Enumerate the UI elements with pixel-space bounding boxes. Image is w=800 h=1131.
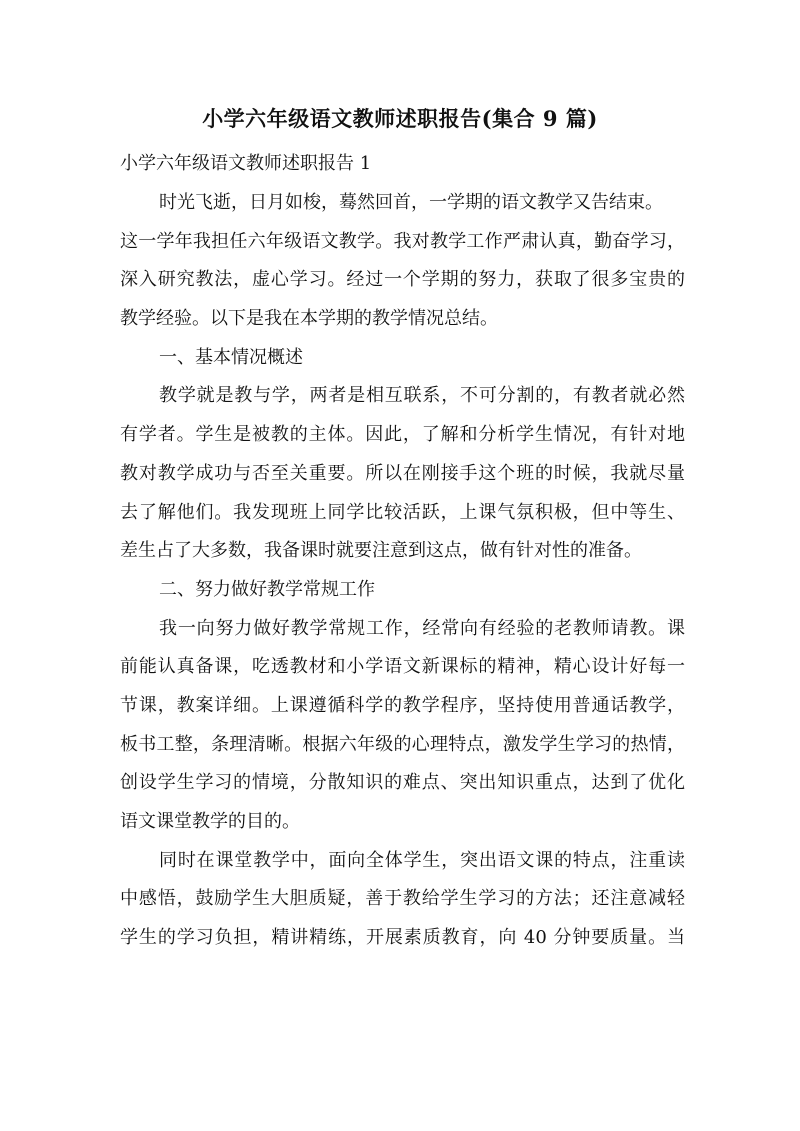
- paragraph-line: 创设学生学习的情境，分散知识的难点、突出知识重点，达到了优化: [120, 772, 685, 794]
- paragraph-line: 教学就是教与学，两者是相互联系，不可分割的，有教者就必然: [159, 385, 685, 407]
- section-heading: 一、基本情况概述: [159, 346, 303, 368]
- section-subtitle: 小学六年级语文教师述职报告 1: [120, 153, 372, 174]
- section-heading: 二、努力做好教学常规工作: [159, 578, 375, 600]
- paragraph-line: 有学者。学生是被教的主体。因此，了解和分析学生情况，有针对地: [120, 424, 685, 446]
- paragraph-line: 深入研究教法，虚心学习。经过一个学期的努力，获取了很多宝贵的: [120, 269, 685, 291]
- document-body: [120, 184, 685, 958]
- paragraph-line: 同时在课堂教学中，面向全体学生，突出语文课的特点，注重读: [159, 849, 685, 871]
- paragraph-line: 板书工整，条理清晰。根据六年级的心理特点，激发学生学习的热情，: [120, 733, 685, 755]
- document-title: 小学六年级语文教师述职报告(集合 9 篇): [202, 106, 598, 131]
- paragraph-line: 差生占了大多数，我备课时就要注意到这点，做有针对性的准备。: [120, 540, 642, 562]
- paragraph-line: 这一学年我担任六年级语文教学。我对教学工作严肃认真，勤奋学习，: [120, 230, 685, 252]
- paragraph-line: 教学经验。以下是我在本学期的教学情况总结。: [120, 308, 498, 330]
- paragraph-line: 语文课堂教学的目的。: [120, 811, 300, 832]
- paragraph-line: 教对教学成功与否至关重要。所以在刚接手这个班的时候，我就尽量: [120, 462, 685, 484]
- paragraph-line: 中感悟，鼓励学生大胆质疑，善于教给学生学习的方法；还注意减轻: [120, 888, 685, 910]
- paragraph-line: 我一向努力做好教学常规工作，经常向有经验的老教师请教。课: [159, 617, 685, 639]
- paragraph-line: 前能认真备课，吃透教材和小学语文新课标的精神，精心设计好每一: [120, 656, 685, 678]
- paragraph-line: 节课，教案详细。上课遵循科学的教学程序，坚持使用普通话教学，: [120, 694, 685, 716]
- paragraph-line: 学生的学习负担，精讲精练，开展素质教育，向 40 分钟要质量。当: [120, 927, 685, 949]
- paragraph-line: 去了解他们。我发现班上同学比较活跃，上课气氛积极，但中等生、: [120, 501, 685, 523]
- paragraph-line: 时光飞逝，日月如梭，蓦然回首，一学期的语文教学又告结束。: [159, 192, 663, 213]
